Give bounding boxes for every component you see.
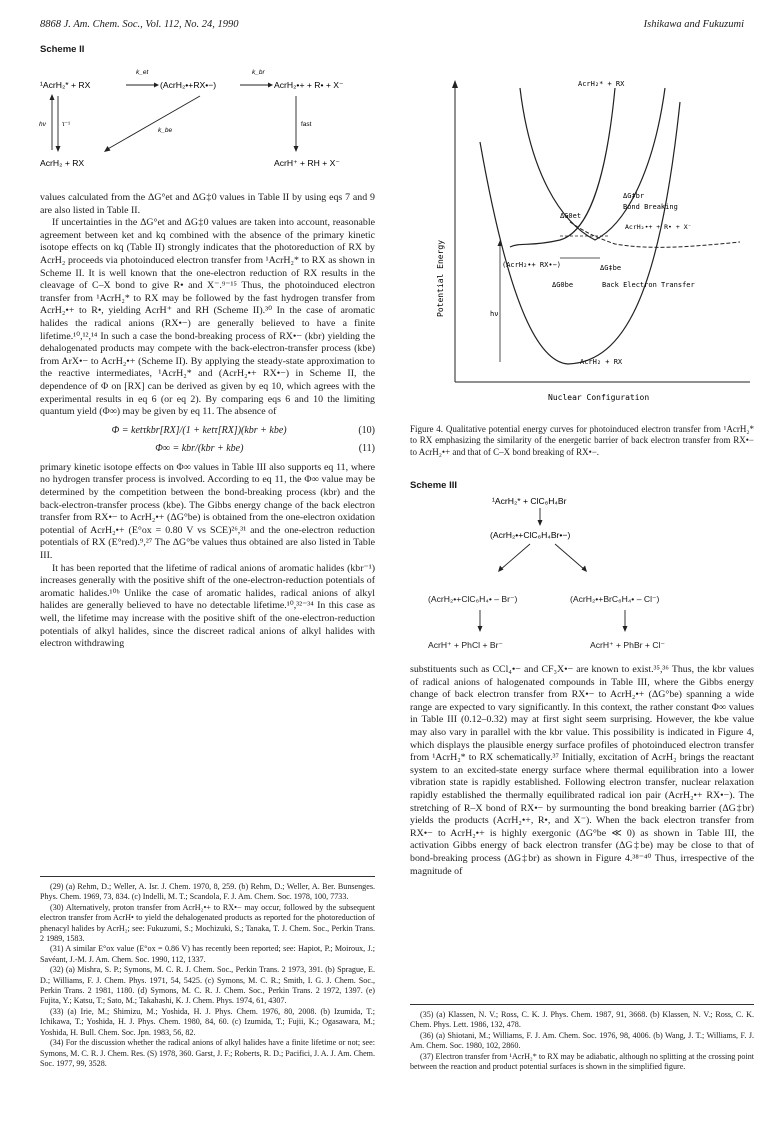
scheme-2-diagram: [40, 58, 390, 188]
label-back-electron-transfer: Back Electron Transfer: [602, 281, 695, 289]
running-header-left: 8868 J. Am. Chem. Soc., Vol. 112, No. 24, 1990: [40, 19, 239, 30]
scheme2-kbe-label: k_be: [158, 127, 173, 134]
label-products: AcrH₂•+ + R• + X⁻: [625, 223, 692, 231]
footnote: (32) (a) Mishra, S. P.; Symons, M. C. R. J. Chem. Soc., Perkin Trans. 2 1973, 391. (b) Sprague, E. D.; Williams, F. J. Chem. Phys. 1971, 54, 5425. (c) Symons, M. C. R.; Smith, I. G. J. Chem. Soc., Perkin Trans. 2 1981, 1180. (d) Symons, M. C. R. J. Chem. Soc., Perkin Trans. 2 1972, 1397. (e) Fujita, Y.; Katsu, T.; Sato, M.; Takahashi, K. J. Chem. Phys. 1974, 61, 4307.: [40, 965, 375, 1006]
footnote: (37) Electron transfer from ¹AcrH₂* to RX may be adiabatic, although no splitting at the crossing point between the reaction and product potential surfaces is shown in the simplified figure.: [410, 1051, 754, 1072]
scheme2-ion-pair: (AcrH₂•+RX•−): [160, 80, 217, 90]
label-dG-br: ΔG‡br: [623, 192, 645, 200]
label-excited-reactants: AcrH₂* + RX: [578, 80, 625, 88]
scheme2-fast-label: fast: [301, 121, 312, 128]
equation-10: [40, 425, 375, 438]
scheme3-reactants: ¹AcrH₂* + ClC₆H₄Br: [492, 496, 567, 506]
footnote: (29) (a) Rehm, D.; Weller, A. Isr. J. Chem. 1970, 8, 259. (b) Rehm, D.; Weller, A. Ber. Bunsenges. Phys. Chem. 1969, 73, 834. (c) Indelli, M. T.; Scandola, F. J. Am. Chem. Soc. 1978, 100, 7733.: [40, 882, 375, 902]
scheme3-radical-ion-pair: (AcrH₂•+ClC₆H₄Br•−): [490, 530, 571, 540]
scheme2-ground-state: AcrH₂ + RX: [40, 158, 85, 168]
paragraph: primary kinetic isotope effects on Φ∞ values in Table III also supports eq 11, where no hydrogen transfer process is involved. According to eq 11, the Φ∞ value may be determined by the competition between the bond-breaking process (kbr) and the back-electron-transfer process (kbe). The Gibbs energy change of the back electron transfer from RX•− to AcrH₂•+ (ΔG°be) is obtained from the one-electron oxidation potential of AcrH₂•+ (E°ox = 0.80 V vs SCE)²⁶,³¹ and the one-electron reduction potentials of RX (E°red).⁹,²⁷ The ΔG°be values thus obtained are also listed in Table III.: [40, 461, 375, 562]
footnote: (36) (a) Shiotani, M.; Williams, F. J. Am. Chem. Soc. 1976, 98, 4006. (b) Wang, J. T.; Williams, F. J. Am. Chem. Soc. 1980, 102, 2860.: [410, 1030, 754, 1051]
equation-number: (10): [358, 424, 375, 436]
scheme2-final-products: AcrH⁺ + RH + X⁻: [274, 158, 340, 168]
label-ion-pair: (AcrH₂•+ RX•−): [502, 261, 562, 269]
ground-state-curve: [480, 102, 680, 364]
equation-number: (11): [358, 443, 375, 455]
scheme2-ket-label: k_et: [136, 69, 149, 76]
paragraph: substituents such as CCl₄•− and CF₃X•− are known to exist.³⁵,³⁶ Thus, the kbr values of radical anions of halogenated compounds in Table III, where the Gibbs energy change of back electron transfer from RX•− to AcrH₂•+ (ΔG°be) spanning a wide range are expected to vary significantly. In this context, the rather constant Φ∞ values in Table III (0.12–0.32) may at first sight seem surprising. However, the kbe value may also vary in parallel with the kbr value. This possibility is indicated in Figure 4, which displays the plausible energy surface profiles of photoinduced electron transfer from ¹AcrH₂* to RX schematically.³⁷ Initially, excitation of AcrH₂ brings the reactant system to an excited-state energy surface where thermal equilibration into a lower vibration state is rapidly established. Following electron transfer, nuclear relaxation rapidly established the thermally equilibrated radical ion pair (AcrH₂•+ RX•−). The stretching of R–X bond of RX•− by surmounting the bond breaking barrier (ΔG‡br) yields the products (AcrH₂•+, R•, and X⁻). When the back electron transfer from RX•− to AcrH₂•+ is highly exergonic (ΔG°be ≪ 0) as shown in Table III, the activation Gibbs energy of back electron transfer (ΔG‡be) may be close to that of bond-breaking process (ΔG‡br) as shown in Figure 4.³⁸⁻⁴⁰ Thus, irrespective of the magnitude of: [410, 664, 754, 877]
scheme3-path-b: (AcrH₂•+BrC₆H₄• – Cl⁻): [570, 594, 660, 604]
scheme2-kbr-label: k_br: [252, 69, 265, 76]
footnote: (30) Alternatively, proton transfer from AcrH₂•+ to RX•− may occur, followed by the subsequent electron transfer from AcrH• to yield the dehalogenated products as reported for the photoreduction of phenacyl halides by AcrH₂; see: Fukuzumi, S.; Mochizuki, S.; Tanaka, T. J. Chem. Soc., Perkin Trans. 2 1989, 1583.: [40, 902, 375, 944]
label-ground-reactants: AcrH₂ + RX: [580, 358, 623, 366]
footnote: (31) A similar E°ox value (E°ox = 0.86 V) has recently been reported; see: Hapiot, P.; Moiroux, J.; Savéant, J.-M. J. Am. Chem. Soc. 1990, 112, 1337.: [40, 944, 375, 964]
paragraph: If uncertainties in the ΔG°et and ΔG‡0 values are taken into account, reasonable agreement between ket and kq combined with the absence of the primary kinetic isotope effects on kq (Table II) strongly indicates that the photoreduction of RX by AcrH₂ proceeds via photoinduced electron transfer from ¹AcrH₂* to RX as shown in Scheme II. It is well known that the one-electron reduction of RX results in the cleavage of C–X bond to give R• and X⁻.⁹⁻¹⁵ Thus, the photoinduced electron transfer from ¹AcrH₂* to RX may be followed by the fast hydrogen transfer from AcrH₂•+ to R•, yielding AcrH⁺ and RH (Scheme II).³⁰ In the case of aromatic halides the radical anions (RX•−) are generally believed to have a finite lifetime.¹⁰,¹²,¹⁴ In such a case the bond-breaking process of RX•− (kbr) yielding the dehalogenated products may compete with the back-electron-transfer process (kbe) from ArX•− to AcrH₂•+ (Scheme II). By applying the steady-state approximation to the reactive intermediates, ¹AcrH₂* and (AcrH₂•+ RX•−) in Scheme II, the dependence of Φ on [RX] can be derived as given by eq 10, which agrees with the experimental results in eq 6 (or eq 2). By comparing eqs 6 and 10 the limiting quantum yield (Φ∞) may be given by eq 11. The absence of: [40, 217, 375, 418]
equation-body: Φ = ketτkbr[RX]/(1 + ketτ[RX])(kbr + kbe): [111, 424, 287, 436]
scheme-3-label: Scheme III: [410, 480, 457, 491]
paragraph: values calculated from the ΔG°et and ΔG‡0 values in Table II by using eqs 7 and 9 are also listed in Table II.: [40, 192, 375, 216]
equation-body: Φ∞ = kbr/(kbr + kbe): [155, 443, 244, 455]
footnote-rule: [40, 876, 375, 877]
left-column-body: [40, 192, 375, 651]
paragraph: It has been reported that the lifetime of radical anions of aromatic halides (kbr⁻¹) increases generally with the positive shift of the one-electron-reduction potentials of aromatic halides.¹⁰ᵇ Unlike the case of aromatic halides, radical anions of alkyl halides are generally believed to have no detectable lifetime.¹⁰,³²⁻³⁴ In this case as well, the lifetime may increase with the positive shift of the one-electron-reduction potentials of alkyl halides, since the discreet radical anions of alkyl halides with electron withdrawing: [40, 562, 375, 650]
scheme2-products: AcrH₂•+ + R• + X⁻: [274, 80, 344, 90]
scheme2-hv-label: hν: [39, 121, 46, 128]
footnote: (35) (a) Klassen, N. V.; Ross, C. K. J. Phys. Chem. 1987, 91, 3668. (b) Klassen, N. V.; Ross, C. K. Chem. Phys. Lett. 1986, 132, 478.: [410, 1010, 754, 1030]
y-axis-label: Potential Energy: [436, 239, 445, 317]
scheme3-products-b: AcrH⁺ + PhBr + Cl⁻: [590, 640, 665, 650]
excited-state-curve: [520, 88, 665, 240]
equation-11: [40, 443, 375, 456]
label-dG-be: ΔG0be: [552, 281, 574, 289]
running-header-right: Ishikawa and Fukuzumi: [643, 19, 744, 30]
figure-4-caption: Figure 4. Qualitative potential energy curves for photoinduced electron transfer from ¹AcrH₂* to RX emphasizing the similarity of the energetic barrier of back electron transfer from RX•− to AcrH₂•+ and that of C–X bond breaking of RX•−.: [410, 424, 754, 457]
scheme2-tau-label: τ⁻¹: [62, 121, 71, 128]
scheme-3-diagram: [410, 492, 754, 592]
footnote: (33) (a) Irie, M.; Shimizu, M.; Yoshida, H. J. Phys. Chem. 1976, 80, 2008. (b) Izumida, T.; Ichikawa, T.; Yoshida, H. J. Phys. Chem. 1980, 84, 60. (c) Izumida, T.; Fujii, K.; Ogasawara, M.; Yoshida, H. Bull. Chem. Soc. Jpn. 1983, 56, 82.: [40, 1006, 375, 1037]
scheme-2-label: Scheme II: [40, 44, 85, 55]
scheme3-products-a: AcrH⁺ + PhCl + Br⁻: [428, 640, 503, 650]
right-footnotes: [410, 1010, 754, 1072]
left-footnotes: [40, 882, 375, 1069]
label-bond-breaking: Bond Breaking: [623, 203, 678, 211]
scheme3-path-a: (AcrH₂•+ClC₆H₄• – Br⁻): [428, 594, 518, 604]
label-dG-be-activation: ΔG‡be: [600, 264, 622, 272]
scheme2-reactant-excited: ¹AcrH₂* + RX: [40, 80, 91, 90]
label-hv: hν: [490, 310, 499, 318]
footnote: (34) For the discussion whether the radical anions of alkyl halides have a finite lifetime or not; see: Symons, M. C. R. J. Chem. Res. (S) 1978, 360. Garst, J. F.; Roberts, R. D.; Pacifici, J. A. J. Am. Chem. Soc. 1977, 99, 3528.: [40, 1038, 375, 1068]
footnote-rule: [410, 1004, 754, 1005]
x-axis-label: Nuclear Configuration: [548, 393, 650, 402]
ion-pair-curve: [510, 88, 615, 247]
figure-4-energy-diagram: [410, 72, 755, 417]
label-dG-et: ΔG0et: [560, 212, 582, 220]
right-column-body: [410, 664, 754, 878]
